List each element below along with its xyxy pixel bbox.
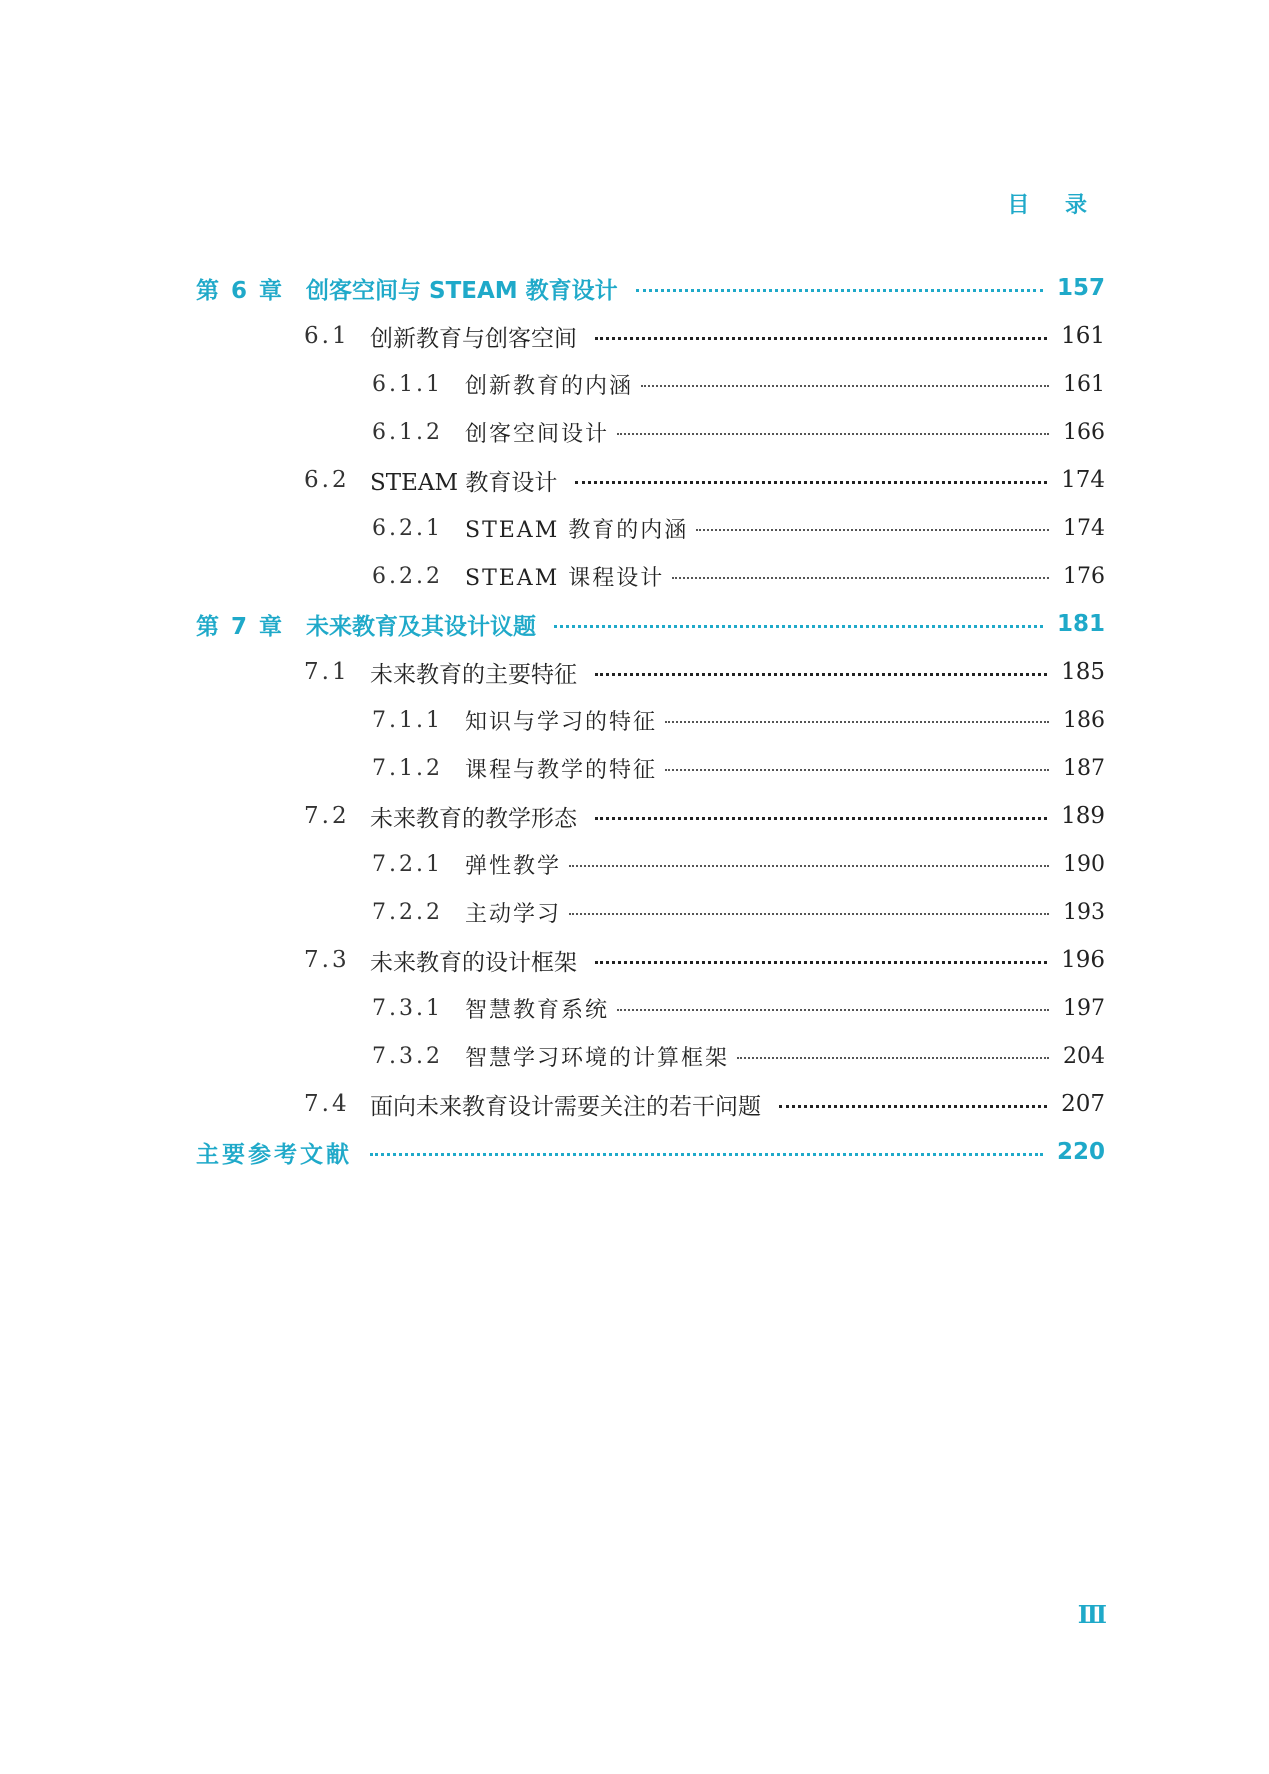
toc-entry-number: 第 7 章 bbox=[196, 613, 285, 640]
running-head-title: 目 录 bbox=[1007, 193, 1101, 218]
toc-entry-page: 174 bbox=[1063, 515, 1105, 541]
toc-section-entry[interactable] bbox=[196, 792, 1105, 840]
toc-entry-number: 7.3 bbox=[304, 947, 350, 973]
toc-entry-title: 弹性教学 bbox=[465, 853, 562, 879]
toc-entry-page: 196 bbox=[1061, 947, 1105, 973]
toc-entry-title: 创客空间与 STEAM 教育设计 bbox=[306, 277, 618, 304]
dot-leader bbox=[370, 1153, 1043, 1156]
toc-subsection-entry[interactable] bbox=[196, 888, 1105, 936]
dot-leader bbox=[737, 1057, 1049, 1059]
toc-entry-title: 未来教育的设计框架 bbox=[370, 949, 577, 976]
toc-entry-title: 智慧教育系统 bbox=[465, 997, 610, 1023]
dot-leader bbox=[665, 721, 1049, 723]
toc-entry-title: 未来教育及其设计议题 bbox=[306, 613, 536, 640]
toc-entry-title: STEAM 课程设计 bbox=[465, 565, 665, 591]
toc-entry-number: 7.3.2 bbox=[372, 1043, 443, 1069]
toc-entry-title: 主动学习 bbox=[465, 901, 562, 927]
dot-leader bbox=[641, 385, 1049, 387]
toc-entry-page: 161 bbox=[1061, 323, 1105, 349]
toc-subsection-entry[interactable] bbox=[196, 1032, 1105, 1080]
toc-entry-title: 创新教育的内涵 bbox=[465, 373, 634, 399]
dot-leader bbox=[595, 673, 1047, 676]
toc-entry-page: 189 bbox=[1061, 803, 1105, 829]
dot-leader bbox=[665, 769, 1049, 771]
toc-section-entry[interactable] bbox=[196, 312, 1105, 360]
toc-entry-number: 6.1.2 bbox=[372, 419, 443, 445]
toc-entry-title: 主要参考文献 bbox=[196, 1141, 352, 1168]
toc-subsection-entry[interactable] bbox=[196, 552, 1105, 600]
toc-entry-page: 193 bbox=[1063, 899, 1105, 925]
toc-subsection-entry[interactable] bbox=[196, 744, 1105, 792]
toc-subsection-entry[interactable] bbox=[196, 504, 1105, 552]
toc-entry-title: 创新教育与创客空间 bbox=[370, 325, 577, 352]
dot-leader bbox=[595, 817, 1047, 820]
toc-entry-page: 197 bbox=[1063, 995, 1105, 1021]
dot-leader bbox=[636, 289, 1043, 292]
toc-entry-page: 186 bbox=[1063, 707, 1105, 733]
toc-entry-number: 7.1.2 bbox=[372, 755, 443, 781]
toc-entry-page: 207 bbox=[1061, 1091, 1105, 1117]
dot-leader bbox=[617, 1009, 1049, 1011]
dot-leader bbox=[595, 961, 1047, 964]
toc-entry-title: 未来教育的主要特征 bbox=[370, 661, 577, 688]
toc-entry-number: 7.1.1 bbox=[372, 707, 443, 733]
toc-entry-page: 204 bbox=[1063, 1043, 1105, 1069]
toc-entry-page: 181 bbox=[1056, 611, 1105, 637]
dot-leader bbox=[617, 433, 1049, 435]
toc-entry-page: 187 bbox=[1063, 755, 1105, 781]
toc-section-entry[interactable] bbox=[196, 936, 1105, 984]
dot-leader bbox=[575, 481, 1047, 484]
toc-entry-number: 7.2.1 bbox=[372, 851, 443, 877]
toc-entry-page: 166 bbox=[1063, 419, 1105, 445]
toc-entry-page: 190 bbox=[1063, 851, 1105, 877]
toc-entry-page: 176 bbox=[1063, 563, 1105, 589]
toc-entry-page: 185 bbox=[1061, 659, 1105, 685]
toc-entry-title: STEAM 教育的内涵 bbox=[465, 517, 689, 543]
page-folio: Ⅲ bbox=[1077, 1600, 1107, 1629]
toc-section-entry[interactable] bbox=[196, 456, 1105, 504]
toc-entry-number: 6.1.1 bbox=[372, 371, 443, 397]
toc-entry-title: 知识与学习的特征 bbox=[465, 709, 658, 735]
toc-entry-number: 6.2.2 bbox=[372, 563, 443, 589]
dot-leader bbox=[779, 1105, 1047, 1108]
toc-entry-number: 第 6 章 bbox=[196, 277, 285, 304]
dot-leader bbox=[696, 529, 1049, 531]
toc-entry-title: 未来教育的教学形态 bbox=[370, 805, 577, 832]
toc-entry-number: 6.1 bbox=[304, 323, 350, 349]
toc-entry-number: 6.2 bbox=[304, 467, 350, 493]
toc-entry-number: 7.3.1 bbox=[372, 995, 443, 1021]
toc-entry-number: 7.2.2 bbox=[372, 899, 443, 925]
toc-entry-page: 157 bbox=[1056, 275, 1105, 301]
dot-leader bbox=[569, 913, 1049, 915]
toc-chapter-entry[interactable] bbox=[196, 600, 1105, 648]
toc-entry-number: 7.1 bbox=[304, 659, 350, 685]
dot-leader bbox=[569, 865, 1049, 867]
dot-leader bbox=[554, 625, 1043, 628]
toc-entry-number: 6.2.1 bbox=[372, 515, 443, 541]
toc-entry-page: 174 bbox=[1061, 467, 1105, 493]
toc-subsection-entry[interactable] bbox=[196, 696, 1105, 744]
toc-entry-title: 课程与教学的特征 bbox=[465, 757, 658, 783]
toc-section-entry[interactable] bbox=[196, 1080, 1105, 1128]
table-of-contents bbox=[196, 264, 1105, 1176]
toc-section-entry[interactable] bbox=[196, 648, 1105, 696]
toc-entry-title: 创客空间设计 bbox=[465, 421, 610, 447]
toc-subsection-entry[interactable] bbox=[196, 840, 1105, 888]
toc-entry-number: 7.2 bbox=[304, 803, 350, 829]
toc-entry-title: 面向未来教育设计需要关注的若干问题 bbox=[370, 1093, 761, 1120]
toc-subsection-entry[interactable] bbox=[196, 984, 1105, 1032]
toc-subsection-entry[interactable] bbox=[196, 360, 1105, 408]
toc-entry-title: 智慧学习环境的计算框架 bbox=[465, 1045, 730, 1071]
toc-entry-page: 161 bbox=[1063, 371, 1105, 397]
toc-subsection-entry[interactable] bbox=[196, 408, 1105, 456]
dot-leader bbox=[672, 577, 1049, 579]
dot-leader bbox=[595, 337, 1047, 340]
toc-chapter-entry[interactable] bbox=[196, 264, 1105, 312]
toc-entry-number: 7.4 bbox=[304, 1091, 350, 1117]
toc-entry-page: 220 bbox=[1056, 1139, 1105, 1165]
toc-references-entry[interactable] bbox=[196, 1128, 1105, 1176]
toc-entry-title: STEAM 教育设计 bbox=[370, 469, 558, 496]
